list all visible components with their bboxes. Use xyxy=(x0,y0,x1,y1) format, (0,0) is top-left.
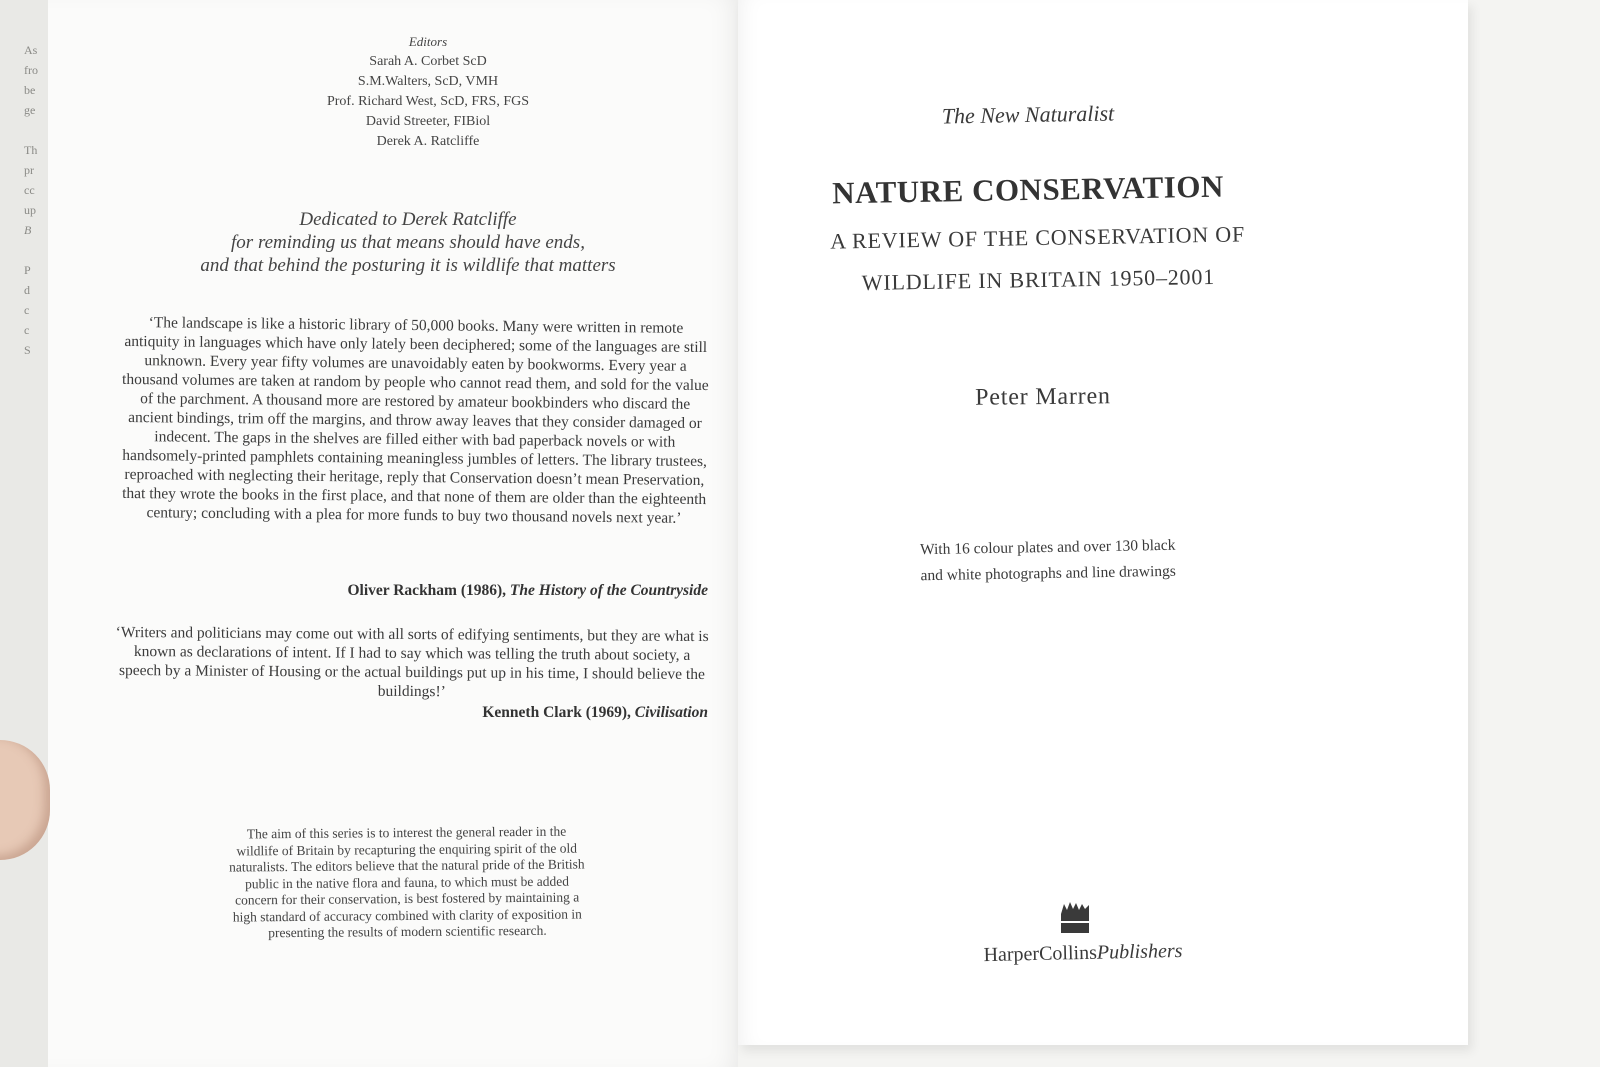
attribution-author: Oliver Rackham (1986), xyxy=(347,582,507,599)
underlying-text-fragment: P xyxy=(24,263,31,277)
harpercollins-flame-icon xyxy=(1060,900,1090,934)
author-name: Peter Marren xyxy=(975,383,1111,411)
underlying-text-fragment: As xyxy=(24,43,38,57)
editor-name: Sarah A. Corbet ScD xyxy=(369,54,487,69)
rackham-attribution xyxy=(288,582,708,600)
underlying-text-fragment: pr xyxy=(24,163,34,177)
publisher-name xyxy=(963,939,1203,967)
underlying-text-fragment: B xyxy=(24,223,32,237)
book-subtitle xyxy=(757,212,1318,306)
dedication xyxy=(168,208,648,277)
illustrations-line: and white photographs and line drawings xyxy=(920,562,1176,585)
publisher-italic: Publishers xyxy=(1096,939,1183,964)
editors-block xyxy=(248,32,608,152)
editor-name: David Streeter, FIBiol xyxy=(365,114,491,129)
publisher-main: HarperCollins xyxy=(983,941,1098,967)
underlying-text-fragment: be xyxy=(24,83,36,97)
editor-name: Derek A. Ratcliffe xyxy=(376,134,480,149)
underlying-text-fragment: Th xyxy=(24,143,38,157)
attribution-work: Civilisation xyxy=(634,704,708,721)
underlying-text-fragment: fro xyxy=(24,63,38,77)
left-page xyxy=(48,0,738,1067)
editor-name: S.M.Walters, ScD, VMH xyxy=(357,74,499,89)
attribution-author: Kenneth Clark (1969), xyxy=(482,704,631,721)
underlying-text-fragment: d xyxy=(24,283,30,297)
clark-quote: ‘Writers and politicians may come out with all sorts of edifying sentiments, but they are what is known as declarations of intent. If I had to say which was telling the truth about society, a speech by a Minister of Housing or the actual buildings put up in his time, I should believe the buildings!’ xyxy=(115,623,709,701)
subtitle-line: A REVIEW OF THE CONSERVATION OF xyxy=(830,221,1246,254)
series-aim-text: The aim of this series is to interest the general reader in the wildlife of Britain by recapturing the enquiring spirit of the old naturalists. The editors believe that the natural pride of the British public in the native flora and fauna, to which must be added concern for their conservation, is best fostered by maintaining a high standard of accuracy combined with clarity of exposition in presenting the results of modern scientific research. xyxy=(229,823,585,941)
dedication-line: and that behind the posturing it is wildlife that matters xyxy=(200,255,616,276)
right-page xyxy=(738,0,1468,1045)
series-name: The New Naturalist xyxy=(941,100,1115,129)
editor-name: Prof. Richard West, ScD, FRS, FGS xyxy=(326,94,530,109)
illustrations-note xyxy=(868,532,1229,590)
rackham-quote: ‘The landscape is like a historic library of 50,000 books. Many were written in remote antiquity in languages which have only lately been deciphered; some of the languages are still unknown. Every year fifty volumes are unavoidably eaten by bookworms. Every year a thousand volumes are taken at random by people who cannot read them, and sold for the value of the parchment. A thousand more are restored by amateur bookbinders who discard the ancient bindings, trim off the margins, and throw away leaves that they consider damaged or indecent. The gaps in the shelves are filled either with bad paperback novels or with handsomely-printed pamphlets containing meaningless jumbles of letters. The library trustees, reproached with neglecting their heritage, reply that Conservation doesn’t mean Preservation, that they wrote the books in the first place, and that none of them are older than the eighteenth century; concluding with a plea for more funds to buy two thousand novels next year.’ xyxy=(121,314,709,527)
underlying-text-fragment: c xyxy=(24,323,30,337)
clark-attribution xyxy=(378,704,708,722)
editors-heading: Editors xyxy=(408,34,448,49)
underlying-text-fragment: cc xyxy=(24,183,35,197)
attribution-work: The History of the Countryside xyxy=(509,582,708,599)
book-title: NATURE CONSERVATION xyxy=(831,168,1225,211)
underlying-text-fragment: up xyxy=(24,203,36,217)
underlying-text-fragment: S xyxy=(24,343,31,357)
illustrations-line: With 16 colour plates and over 130 black xyxy=(919,536,1176,559)
subtitle-line: WILDLIFE IN BRITAIN 1950–2001 xyxy=(861,263,1216,296)
dedication-line: Dedicated to Derek Ratcliffe xyxy=(299,209,517,230)
dedication-line: for reminding us that means should have ends, xyxy=(231,232,585,253)
underlying-text-fragment: ge xyxy=(24,103,36,117)
underlying-text-fragment: c xyxy=(24,303,30,317)
